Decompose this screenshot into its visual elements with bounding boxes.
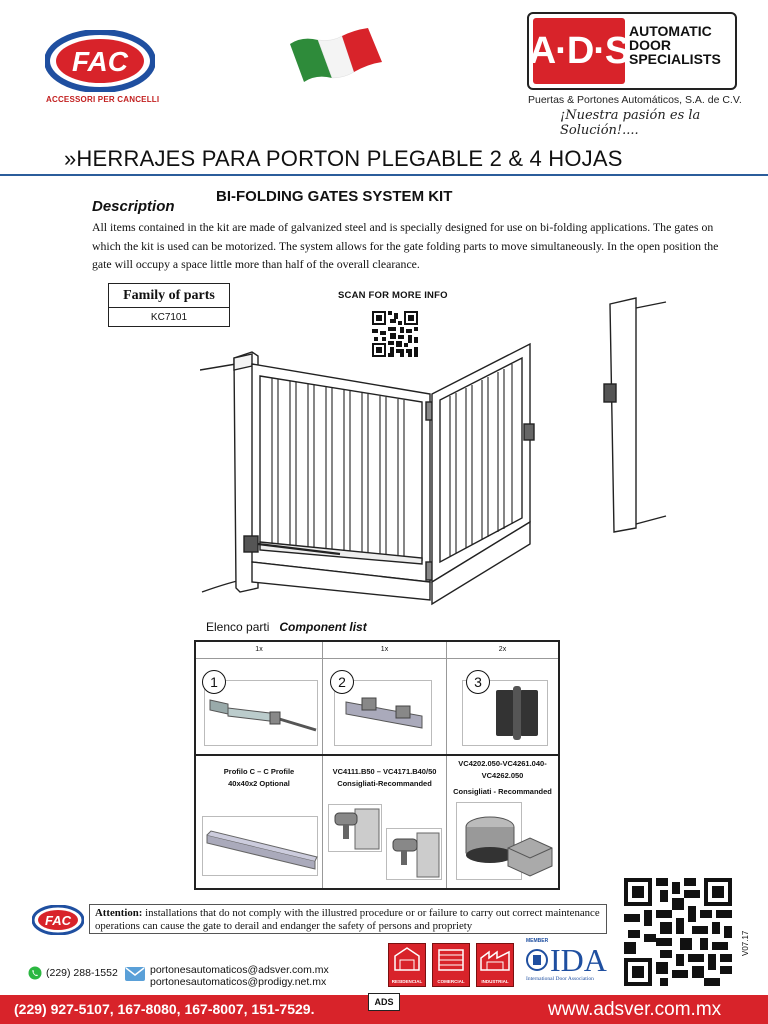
email-contacts [124, 964, 329, 988]
email-icon [124, 964, 146, 984]
component-qty-1: 1x [255, 646, 263, 653]
table-divider [196, 754, 558, 756]
fac-logo [45, 30, 155, 92]
bi-folding-gate-illustration [200, 292, 672, 610]
commercial-label: COMERCIAL [437, 979, 465, 984]
fac-logo-small [32, 905, 84, 935]
component-label-guides [447, 758, 558, 798]
c-profile-line1: Profilo C – C Profile [223, 767, 295, 776]
ads-slogan: ¡Nuestra pasión es la Solución!.... [560, 108, 701, 138]
wheels-line1: VC4111.B50 – VC4171.B40/50 [332, 767, 437, 776]
hinge-icon [494, 684, 540, 742]
attention-text: installations that do not comply with the illustred procedure or or failure to carry out correct maintenance operations can cause the gate to derail and endanger the safety of persons and propriety [95, 907, 600, 932]
component-label-c-profile [196, 766, 322, 790]
component-number-3: 3 [466, 670, 490, 694]
wheel-bracket-icon-2 [386, 828, 442, 880]
c-profile-icon [202, 816, 318, 876]
ida-text: IDA [550, 942, 607, 978]
ads-word-1: AUTOMATIC [629, 23, 712, 39]
fac-subtitle: ACCESSORI PER CANCELLI [46, 95, 160, 104]
italian-flag-icon [288, 26, 384, 82]
fac-small-text: FAC [45, 913, 71, 928]
qr-code-large[interactable] [624, 878, 732, 986]
version-label: V07.17 [741, 930, 750, 956]
page-title: »HERRAJES PARA PORTON PLEGABLE 2 & 4 HOJAS [64, 146, 623, 171]
wheels-line2: Consigliati-Recommanded [337, 779, 432, 788]
component-number-1: 1 [202, 670, 226, 694]
ads-word-3: SPECIALISTS [629, 51, 721, 67]
folding-arm-icon [208, 692, 318, 742]
commercial-icon [432, 943, 470, 987]
footer-phones[interactable]: (229) 927-5107, 167-8080, 167-8007, 151-7529. [14, 1001, 315, 1017]
table-divider [322, 642, 323, 888]
component-heading-en: Component list [279, 620, 367, 634]
email-link-1[interactable]: portonesautomaticos@adsver.com.mx [150, 964, 329, 976]
whatsapp-number: (229) 288-1552 [46, 967, 118, 979]
description-text: All items contained in the kit are made of galvanized steel and is specially designed for use on bi-folding applications. The gates on which the kit is used can be motorized. The system allows for the gate folding parts to move simultaneously. In the open position the gate will occupy a space little more than half of the overall clearance. [92, 220, 719, 271]
component-qty-2: 1x [380, 646, 389, 653]
residential-label: RESIDENCIAL [391, 979, 423, 984]
whatsapp-icon [28, 966, 42, 980]
component-table [194, 640, 560, 890]
scan-label: SCAN FOR MORE INFO [338, 290, 448, 301]
guides-line2: VC4262.050 [481, 771, 524, 780]
ida-subtitle: International Door Association [526, 976, 594, 982]
footer-website-link[interactable]: www.adsver.com.mx [548, 999, 722, 1020]
product-category-icons [388, 943, 514, 987]
guide-cap-icon [528, 828, 556, 878]
ads-logo-letters: A·D·S [533, 18, 625, 84]
whatsapp-contact[interactable] [28, 966, 118, 980]
ads-word-2: DOOR [629, 37, 671, 53]
ida-logo [526, 938, 622, 992]
wheel-bracket-icon [328, 804, 382, 852]
email-link-2[interactable]: portonesautomaticos@prodigy.net.mx [150, 976, 327, 988]
title-divider [0, 174, 768, 176]
ads-company-name: Puertas & Portones Automáticos, S.A. de C.V. [528, 94, 742, 106]
guides-line3: Consigliati - Recommanded [453, 787, 552, 796]
c-profile-line2: 40x40x2 Optional [228, 779, 290, 788]
ida-member: MEMBER [526, 938, 549, 944]
footer-ads-badge: ADS [368, 993, 400, 1011]
component-qty-3: 2x [498, 646, 507, 653]
family-code: KC7101 [150, 312, 188, 323]
attention-box [89, 904, 607, 934]
industrial-icon [476, 943, 514, 987]
family-heading: Family of parts [109, 284, 229, 308]
residential-icon [388, 943, 426, 987]
description-heading: Description [92, 198, 175, 215]
ida-emblem-icon [526, 949, 548, 971]
component-list-heading [206, 620, 367, 634]
ads-logo [527, 12, 737, 90]
attention-label: Attention: [95, 907, 143, 919]
component-heading-it: Elenco parti [206, 620, 270, 634]
guide-bracket-icon [342, 694, 430, 734]
component-number-2: 2 [330, 670, 354, 694]
guides-line1: VC4202.050-VC4261.040- [458, 759, 547, 768]
fac-logo-text: FAC [72, 46, 128, 77]
kit-subtitle: BI-FOLDING GATES SYSTEM KIT [216, 188, 453, 205]
industrial-label: INDUSTRIAL [481, 979, 509, 984]
table-divider [196, 658, 558, 659]
ads-logo-words [629, 24, 733, 66]
component-label-wheels [323, 766, 446, 790]
